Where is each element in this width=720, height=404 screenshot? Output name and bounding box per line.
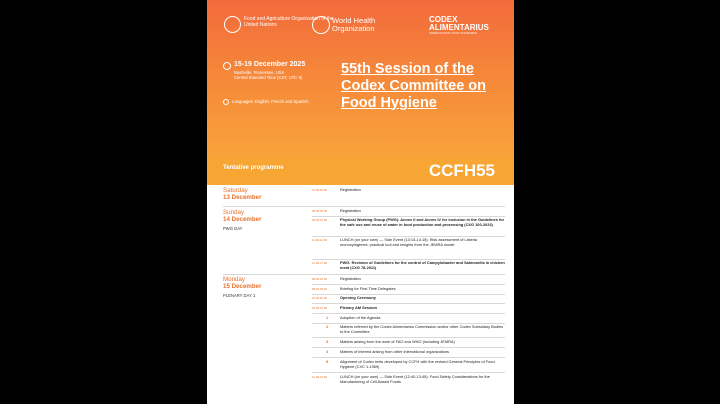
calendar-icon	[223, 62, 231, 70]
fao-emblem-icon	[224, 16, 241, 33]
programme-band: Tentative programme CCFH55	[207, 158, 514, 185]
header-banner: Food and Agriculture Organization of the United Nations World Health Organization CODEX ALIMENTARIUS INTERNATIONAL FOOD STANDARDS 15-19 December 2025 Nashville, Tennessee, USA Central Standard Time (CST, UTC-6) Languages: English, French and Spanish 55th Session of the Codex Committee on Food Hygiene	[207, 0, 514, 158]
divider	[312, 347, 505, 348]
codex-logo: CODEX ALIMENTARIUS INTERNATIONAL FOOD STANDARDS	[429, 15, 489, 35]
divider	[312, 303, 505, 304]
day-sunday: Sunday 14 December PWG DAY	[223, 209, 262, 231]
divider	[312, 357, 505, 358]
globe-icon	[223, 99, 229, 105]
divider	[312, 337, 505, 338]
event-title: 55th Session of the Codex Committee on Food Hygiene	[341, 61, 487, 111]
who-emblem-icon	[312, 16, 330, 34]
day-monday: Monday 15 December PLENARY DAY 1	[223, 276, 262, 298]
divider	[312, 372, 505, 373]
programme-page: Food and Agriculture Organization of the United Nations World Health Organization CODEX ALIMENTARIUS INTERNATIONAL FOOD STANDARDS 15-19 December 2025 Nashville, Tennessee, USA Central Standard Time (CST, UTC-6) Languages: English, French and Spanish 55th Session of the Codex Committee on Food Hygiene Tentative programme CCFH55 Saturday 13 December Sunday 14 December PWG DAY Monday 15 December PLENARY DAY 1 14:00-18:00 Registration 08:00-18:00 Registration 09:00-12:00 Physical Working Group (PWG): Annex II and Annex IV for inclusion in the Guidelines for the safe use and reuse of water in food production and processing (CXG 100-2023) 12:00-14:00 LUNCH (on your own) — Side Event (13:15-14:15): Risk assessment of Listeria monocytogenes: practical tool and insights from the JEMRA model 14:00-17:00 PWG: Revision of Guidelines for the control of Campylobacter and Salmonella in chicken meat (CXG 78-2011) 08:00-18:00 Registration 08:45-09:45 Briefing for First Time Delegates 10:00-10:30 Opening Ceremony 10:30-12:00 Plenary AM Session 1 Adoption of the Agenda 2 Matters referred by the Codex Alimentarius Commission and/or other Codex Subsidiary Bodies to the Committee 3 Matters arising from the work of FAO and WHO (including JEMRA) 4 Matters of interest arising from other international organizations 5 Alignment of Codex texts developed by CCFH with the revised General Principles of Food Hygiene (CXC 1-1969) 12:00-14:00 LUNCH (on your own) — Side Event (12:40-13:45): Food Safety Considerations for the Manufacturing of Cell-Based Foods	[207, 0, 514, 404]
divider	[312, 313, 505, 314]
divider	[223, 206, 505, 207]
day-saturday: Saturday 13 December	[223, 187, 262, 201]
languages: Languages: English, French and Spanish	[223, 99, 309, 105]
committee-code: CCFH55	[428, 161, 495, 180]
divider	[223, 274, 505, 275]
divider	[312, 284, 505, 285]
